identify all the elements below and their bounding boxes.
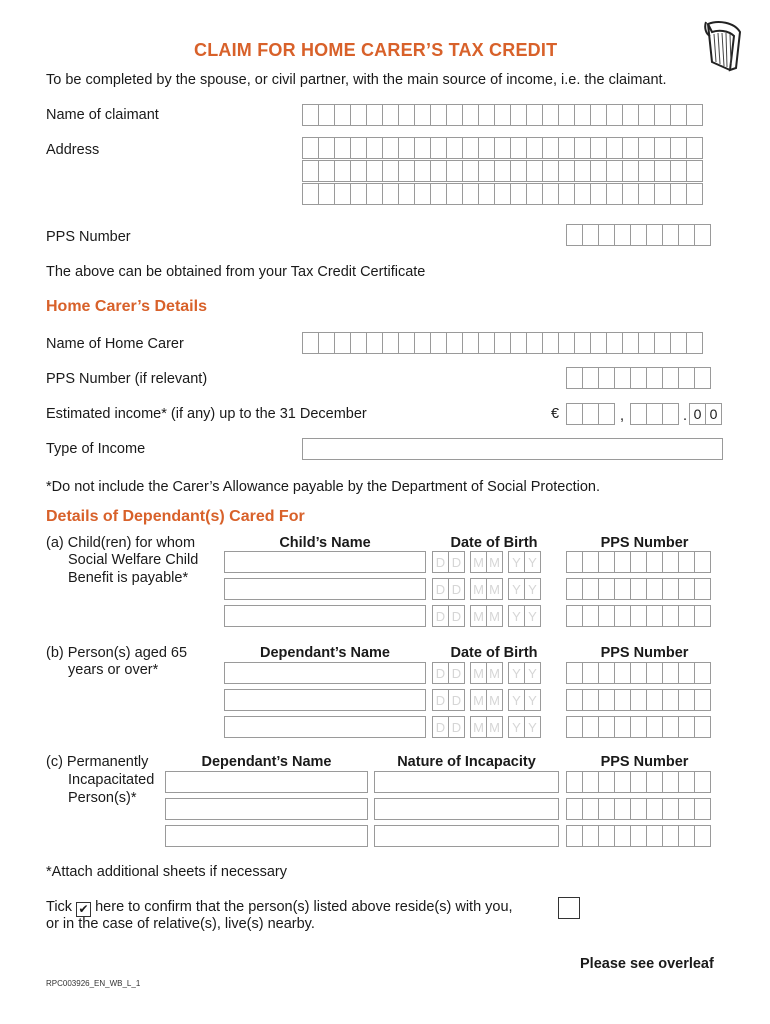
- confirm-checkbox[interactable]: [558, 897, 580, 919]
- income-comma: ,: [620, 408, 625, 424]
- claimant-name-label: Name of claimant: [46, 107, 159, 123]
- elderly-pps-2[interactable]: [566, 689, 711, 711]
- address-line-3[interactable]: [302, 183, 703, 205]
- incapacity-nature-1[interactable]: [374, 771, 559, 793]
- section-c-label-3: Person(s)*: [68, 790, 137, 806]
- section-c-col-name: Dependant’s Name: [201, 754, 332, 770]
- section-a-col-dob: Date of Birth: [450, 535, 538, 551]
- confirm-text-1: here to confirm that the person(s) listed above reside(s) with you,: [95, 899, 513, 915]
- child-pps-1[interactable]: [566, 551, 711, 573]
- elderly-dob-2[interactable]: D D M M Y Y: [432, 689, 541, 711]
- elderly-name-2[interactable]: [224, 689, 426, 711]
- incapacitated-pps-1[interactable]: [566, 771, 711, 793]
- incapacitated-name-2[interactable]: [165, 798, 368, 820]
- carer-pps-label: PPS Number (if relevant): [46, 371, 208, 387]
- income-euros-thousands[interactable]: [566, 403, 615, 425]
- section-c-label-1: (c) Permanently: [46, 754, 149, 770]
- intro-text: To be completed by the spouse, or civil partner, with the main source of income, i.e. the claimant.: [46, 72, 667, 88]
- tick-example-icon: ✔: [76, 902, 91, 917]
- section-a-col-name: Child’s Name: [279, 535, 371, 551]
- section-b-col-dob: Date of Birth: [450, 645, 538, 661]
- section-c-col-nature: Nature of Incapacity: [397, 754, 536, 770]
- address-label: Address: [46, 142, 100, 158]
- income-euros-units[interactable]: [630, 403, 679, 425]
- elderly-name-3[interactable]: [224, 716, 426, 738]
- incapacity-nature-2[interactable]: [374, 798, 559, 820]
- section-b-label-1: (b) Person(s) aged 65: [46, 645, 188, 661]
- incapacitated-name-1[interactable]: [165, 771, 368, 793]
- child-dob-1[interactable]: D D M M Y Y: [432, 551, 541, 573]
- child-pps-3[interactable]: [566, 605, 711, 627]
- section-a-col-pps: PPS Number: [600, 535, 689, 551]
- child-dob-2[interactable]: D D M M Y Y: [432, 578, 541, 600]
- confirm-line-1: [46, 898, 513, 917]
- incapacitated-pps-3[interactable]: [566, 825, 711, 847]
- child-name-1[interactable]: [224, 551, 426, 573]
- child-name-3[interactable]: [224, 605, 426, 627]
- claimant-pps-label: PPS Number: [46, 229, 131, 245]
- carer-name-label: Name of Home Carer: [46, 336, 184, 352]
- section-a-label-1: (a) Child(ren) for whom: [46, 535, 196, 551]
- euro-symbol: €: [551, 406, 560, 422]
- tick-word: Tick: [46, 899, 73, 915]
- income-type-label: Type of Income: [46, 441, 146, 457]
- elderly-dob-1[interactable]: D D M M Y Y: [432, 662, 541, 684]
- confirm-line-2: or in the case of relative(s), live(s) nearby.: [46, 916, 315, 932]
- incapacitated-pps-2[interactable]: [566, 798, 711, 820]
- section-c-col-pps: PPS Number: [600, 754, 689, 770]
- section-b-label-2: years or over*: [68, 662, 159, 678]
- income-cents-2[interactable]: 0: [705, 403, 722, 425]
- claimant-pps-boxes[interactable]: [566, 224, 711, 246]
- carers-allowance-footnote: *Do not include the Carer’s Allowance payable by the Department of Social Protection.: [46, 479, 601, 495]
- income-decimal: .: [683, 408, 688, 424]
- harp-icon: [700, 18, 746, 74]
- address-line-1[interactable]: [302, 137, 703, 159]
- section-b-col-name: Dependant’s Name: [260, 645, 390, 661]
- child-dob-3[interactable]: D D M M Y Y: [432, 605, 541, 627]
- form-code: RPC003926_EN_WB_L_1: [46, 979, 141, 988]
- child-pps-2[interactable]: [566, 578, 711, 600]
- income-label: Estimated income* (if any) up to the 31 December: [46, 406, 367, 422]
- address-line-2[interactable]: [302, 160, 703, 182]
- income-type-field[interactable]: [302, 438, 723, 460]
- elderly-pps-1[interactable]: [566, 662, 711, 684]
- section-a-label-3: Benefit is payable*: [68, 570, 189, 586]
- section-a-label-2: Social Welfare Child: [68, 552, 199, 568]
- section-c-label-2: Incapacitated: [68, 772, 155, 788]
- carer-name-boxes[interactable]: [302, 332, 703, 354]
- incapacity-nature-3[interactable]: [374, 825, 559, 847]
- child-name-2[interactable]: [224, 578, 426, 600]
- tax-credit-note: The above can be obtained from your Tax Credit Certificate: [46, 264, 426, 280]
- dependants-section-heading: Details of Dependant(s) Cared For: [46, 508, 305, 525]
- form-title: CLAIM FOR HOME CARER’S TAX CREDIT: [194, 40, 558, 60]
- carer-section-heading: Home Carer’s Details: [46, 298, 207, 315]
- elderly-pps-3[interactable]: [566, 716, 711, 738]
- carer-pps-boxes[interactable]: [566, 367, 711, 389]
- overleaf-note: Please see overleaf: [580, 956, 714, 972]
- attach-sheets-note: *Attach additional sheets if necessary: [46, 864, 287, 880]
- harp-logo: [700, 18, 746, 74]
- incapacitated-name-3[interactable]: [165, 825, 368, 847]
- section-b-col-pps: PPS Number: [600, 645, 689, 661]
- elderly-dob-3[interactable]: D D M M Y Y: [432, 716, 541, 738]
- income-cents-1[interactable]: 0: [689, 403, 706, 425]
- claimant-name-boxes[interactable]: [302, 104, 703, 126]
- elderly-name-1[interactable]: [224, 662, 426, 684]
